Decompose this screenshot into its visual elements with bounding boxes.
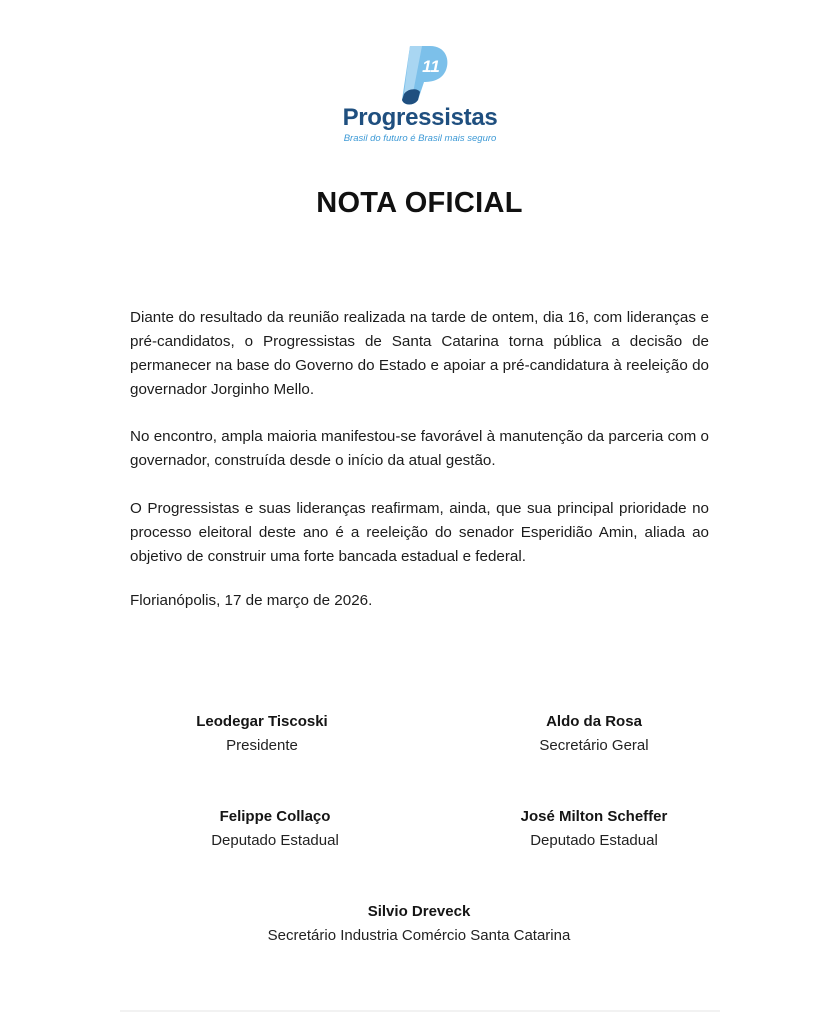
signatory-name: Aldo da Rosa (546, 713, 642, 730)
signature-block (209, 900, 629, 948)
document-title: NOTA OFICIAL (316, 187, 523, 219)
paragraph-1: Diante do resultado da reunião realizada na tarde de ontem, dia 16, com lideranças e pré-candidatos, o Progressistas de Santa Catarina torna pública a decisão de permanecer na base do Governo do Estado e apoiar a pré-candidatura à reeleição do governador Jorginho Mello. (130, 309, 709, 398)
signatory-role: Deputado Estadual (530, 832, 658, 849)
signature-block (155, 805, 395, 853)
signature-block (142, 710, 382, 758)
signatory-role: Deputado Estadual (211, 832, 339, 849)
signatory-name: Leodegar Tiscoski (196, 713, 328, 730)
signature-block (474, 805, 714, 853)
signatory-name: José Milton Scheffer (520, 808, 668, 825)
date-line: Florianópolis, 17 de março de 2026. (130, 592, 373, 609)
paragraph-3: O Progressistas e suas lideranças reafirmam, ainda, que sua principal prioridade no processo eleitoral deste ano é a reeleição do senador Esperidião Amin, aliada ao objetivo de construir uma forte bancada estadual e federal. (130, 500, 709, 565)
signatory-role: Secretário Geral (539, 737, 649, 754)
progressistas-p-icon (400, 42, 450, 106)
paragraph-2: No encontro, ampla maioria manifestou-se favorável à manutenção da parceria com o governador, construída desde o início da atual gestão. (130, 428, 709, 469)
page-edge-divider (120, 1010, 720, 1012)
logo-number: 11 (422, 57, 440, 76)
logo-name: Progressistas (342, 104, 498, 131)
signatory-role: Presidente (226, 737, 298, 754)
signature-block (474, 710, 714, 758)
logo-tagline: Brasil do futuro é Brasil mais seguro (343, 133, 497, 144)
signatory-name: Felippe Collaço (219, 808, 331, 825)
signatory-role: Secretário Industria Comércio Santa Catarina (267, 927, 571, 944)
party-logo (330, 40, 510, 150)
signatory-name: Silvio Dreveck (367, 903, 471, 920)
